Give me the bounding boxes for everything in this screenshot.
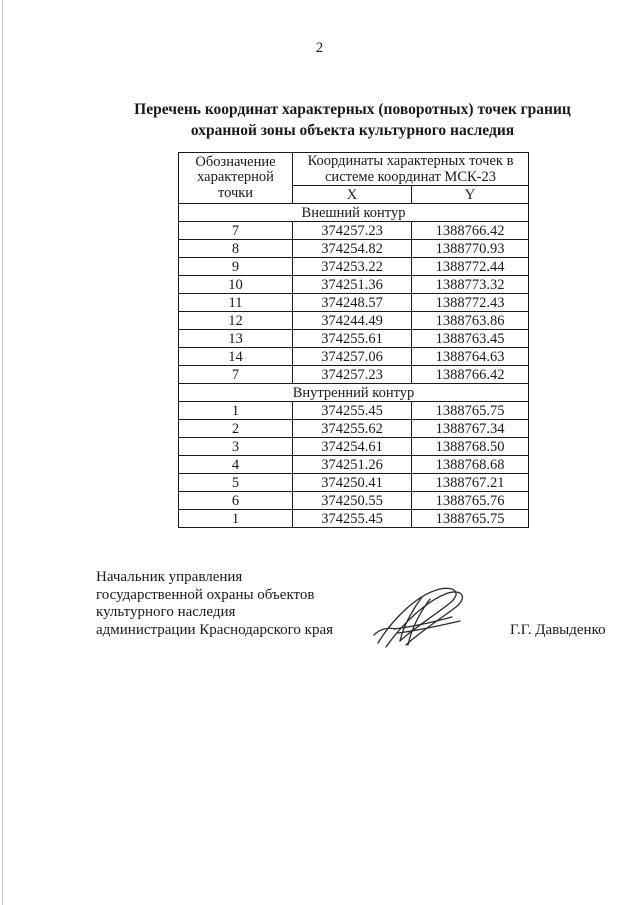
section-title: Внутренний контур	[179, 384, 529, 402]
section-row	[179, 384, 529, 402]
point-cell: 1	[179, 510, 293, 528]
x-cell: 374254.82	[293, 240, 412, 258]
point-cell: 2	[179, 420, 293, 438]
table-row	[179, 492, 529, 510]
x-cell: 374244.49	[293, 312, 412, 330]
table-row	[179, 510, 529, 528]
table-row	[179, 438, 529, 456]
table-row	[179, 222, 529, 240]
header-text-line: точки	[217, 184, 254, 201]
point-cell: 10	[179, 276, 293, 294]
table-row	[179, 276, 529, 294]
x-cell: 374255.62	[293, 420, 412, 438]
x-column-header: X	[293, 186, 412, 204]
table-row	[179, 330, 529, 348]
title-line-2: охранной зоны объекта культурного наследия	[190, 122, 515, 139]
point-cell: 9	[179, 258, 293, 276]
y-cell: 1388772.44	[412, 258, 529, 276]
x-cell: 374255.45	[293, 402, 412, 420]
table-row	[179, 348, 529, 366]
page-edge-line	[2, 0, 3, 905]
x-cell: 374255.45	[293, 510, 412, 528]
x-cell: 374250.55	[293, 492, 412, 510]
point-cell: 6	[179, 492, 293, 510]
y-cell: 1388766.42	[412, 366, 529, 384]
table-header-row	[179, 153, 529, 186]
y-column-header: Y	[412, 186, 529, 204]
y-cell: 1388764.63	[412, 348, 529, 366]
table-row	[179, 294, 529, 312]
point-cell: 8	[179, 240, 293, 258]
section-row	[179, 204, 529, 222]
y-cell: 1388765.76	[412, 492, 529, 510]
table-row	[179, 402, 529, 420]
y-cell: 1388768.68	[412, 456, 529, 474]
signoff-block	[96, 569, 333, 639]
point-cell: 14	[179, 348, 293, 366]
x-cell: 374257.06	[293, 348, 412, 366]
table-row	[179, 456, 529, 474]
table-row	[179, 366, 529, 384]
table-row	[179, 474, 529, 492]
header-text-line: системе координат МСК-23	[325, 169, 496, 185]
point-cell: 7	[179, 366, 293, 384]
table-row	[179, 240, 529, 258]
x-cell: 374257.23	[293, 222, 412, 240]
y-cell: 1388772.43	[412, 294, 529, 312]
y-cell: 1388766.42	[412, 222, 529, 240]
header-text-line: Обозначение	[195, 153, 276, 170]
title-line-1: Перечень координат характерных (поворотных) точек границ	[134, 101, 571, 118]
y-cell: 1388763.86	[412, 312, 529, 330]
point-cell: 1	[179, 402, 293, 420]
y-cell: 1388767.34	[412, 420, 529, 438]
x-cell: 374254.61	[293, 438, 412, 456]
coordinates-column-header	[293, 153, 529, 186]
y-cell: 1388770.93	[412, 240, 529, 258]
point-cell: 12	[179, 312, 293, 330]
signoff-line: Начальник управления	[96, 569, 243, 585]
section-title: Внешний контур	[179, 204, 529, 222]
x-cell: 374253.22	[293, 258, 412, 276]
signoff-line: культурного наследия	[96, 604, 236, 620]
x-cell: 374251.26	[293, 456, 412, 474]
header-text-line: характерной	[197, 169, 274, 186]
point-cell: 13	[179, 330, 293, 348]
x-cell: 374251.36	[293, 276, 412, 294]
point-cell: 4	[179, 456, 293, 474]
signer-name: Г.Г. Давыденко	[510, 622, 606, 638]
x-cell: 374248.57	[293, 294, 412, 312]
table-row	[179, 420, 529, 438]
document-title	[100, 99, 605, 141]
y-cell: 1388767.21	[412, 474, 529, 492]
y-cell: 1388768.50	[412, 438, 529, 456]
y-cell: 1388773.32	[412, 276, 529, 294]
point-cell: 3	[179, 438, 293, 456]
y-cell: 1388763.45	[412, 330, 529, 348]
table-row	[179, 312, 529, 330]
x-cell: 374250.41	[293, 474, 412, 492]
signoff-line: администрации Краснодарского края	[96, 621, 334, 638]
header-text-line: Координаты характерных точек в	[307, 153, 514, 169]
page-number: 2	[315, 40, 324, 56]
x-cell: 374255.61	[293, 330, 412, 348]
signoff-line: государственной охраны объектов	[96, 586, 315, 603]
y-cell: 1388765.75	[412, 402, 529, 420]
x-cell: 374257.23	[293, 366, 412, 384]
table-row	[179, 258, 529, 276]
point-column-header	[179, 153, 293, 204]
handwritten-signature	[370, 583, 480, 653]
point-cell: 11	[179, 294, 293, 312]
point-cell: 7	[179, 222, 293, 240]
point-cell: 5	[179, 474, 293, 492]
y-cell: 1388765.75	[412, 510, 529, 528]
coordinates-table-body	[179, 153, 529, 528]
coordinates-table	[178, 152, 529, 528]
